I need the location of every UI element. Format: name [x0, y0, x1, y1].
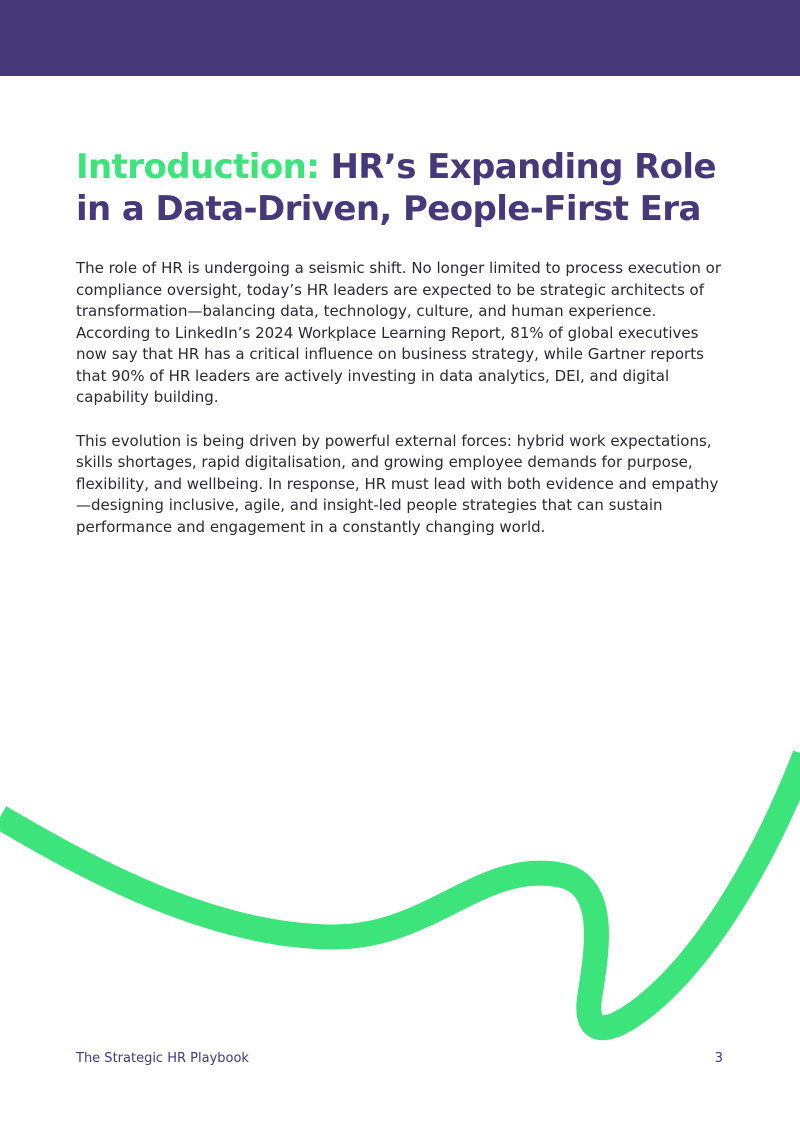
page-title-accent: Introduction: [76, 147, 320, 187]
intro-paragraph-2: This evolution is being driven by powerful external forces: hybrid work expectations, skills shortages, rapid digitalisation, and growing employee demands for purpose, flexibility, and wellbeing. In response, HR must lead with both evidence and empathy—designing inclusive, agile, and insight-led people strategies that can sustain performance and engagement in a constantly changing world. [76, 431, 719, 536]
footer-publication-title: The Strategic HR Playbook [76, 1051, 249, 1066]
footer-page-number: 3 [714, 1051, 723, 1066]
intro-paragraph-1: The role of HR is undergoing a seismic shift. No longer limited to process execution or compliance oversight, today’s HR leaders are expected to be strategic architects of transformation—balancing data, technology, culture, and human experience. According to LinkedIn’s 2024 Workplace Learning Report, 81% of global executives now say that HR has a critical influence on business strategy, while Gartner reports that 90% of HR leaders are actively investing in data analytics, DEI, and digital capability building. [76, 259, 721, 406]
page-title-rest: HR’s Expanding Role in a Data-Driven, People-First Era [76, 147, 716, 229]
